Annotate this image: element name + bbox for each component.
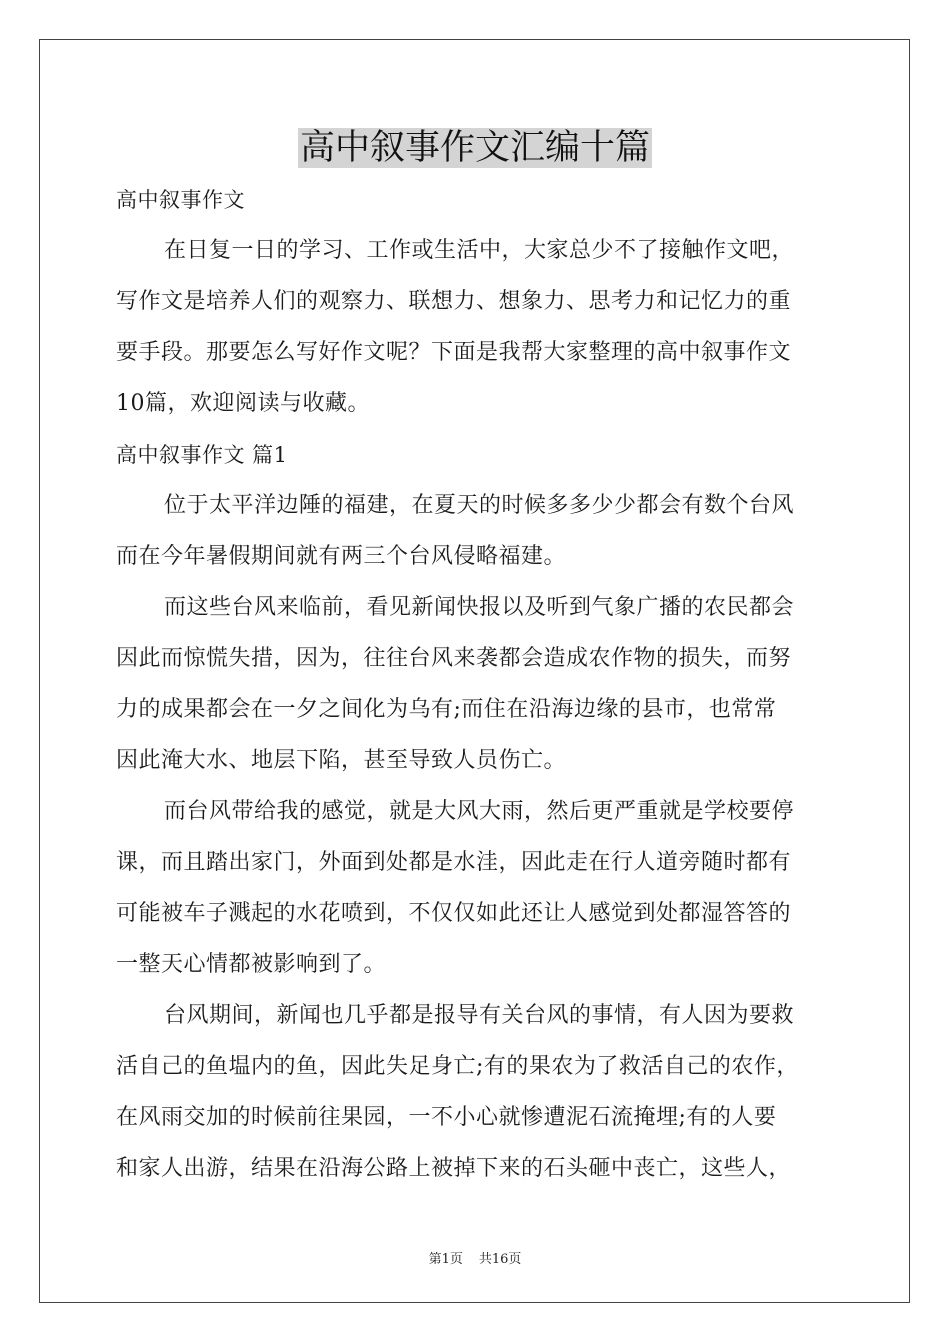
document-title: 高中叙事作文汇编十篇 (299, 128, 650, 168)
paragraph-line: 写作文是培养人们的观察力、联想力、想象力、思考力和记忆力的重 (116, 289, 792, 314)
paragraph-line: 而这些台风来临前，看见新闻快报以及听到气象广播的农民都会 (164, 595, 795, 620)
section-heading: 高中叙事作文 (116, 188, 245, 212)
paragraph-line: 一整天心情都被影响到了。 (116, 952, 387, 977)
paragraph-line: 可能被车子溅起的水花喷到，不仅仅如此还让人感觉到处都湿答答的 (116, 901, 792, 926)
paragraph-line: 力的成果都会在一夕之间化为乌有;而住在沿海边缘的县市，也常常 (116, 697, 777, 722)
paragraph-line: 活自己的鱼塭内的鱼，因此失足身亡;有的果农为了救活自己的农作， (116, 1054, 799, 1079)
paragraph-line: 位于太平洋边陲的福建，在夏天的时候多多少少都会有数个台风 (164, 493, 795, 518)
section-heading: 高中叙事作文 篇1 (116, 443, 288, 467)
page-number: 第1页 (428, 1252, 463, 1267)
paragraph-line: 台风期间，新闻也几乎都是报导有关台风的事情，有人因为要救 (164, 1003, 795, 1028)
paragraph-line: 课，而且踏出家门，外面到处都是水洼，因此走在行人道旁随时都有 (116, 850, 792, 875)
paragraph-line: 因此而惊慌失措，因为，往往台风来袭都会造成农作物的损失，而努 (116, 646, 792, 671)
paragraph-line: 和家人出游，结果在沿海公路上被掉下来的石头砸中丧亡，这些人， (116, 1156, 792, 1181)
page-footer (0, 1248, 950, 1267)
paragraph-line: 要手段。那要怎么写好作文呢？下面是我帮大家整理的高中叙事作文 (116, 340, 792, 365)
page-total: 共16页 (478, 1252, 522, 1267)
paragraph-line: 而在今年暑假期间就有两三个台风侵略福建。 (116, 544, 567, 569)
paragraph-line: 因此淹大水、地层下陷，甚至导致人员伤亡。 (116, 748, 567, 773)
document-body (116, 178, 841, 1198)
paragraph-line: 在风雨交加的时候前往果园，一不小心就惨遭泥石流掩埋;有的人要 (116, 1105, 777, 1130)
paragraph-line: 在日复一日的学习、工作或生活中，大家总少不了接触作文吧， (164, 238, 795, 263)
title-container (0, 128, 950, 168)
paragraph-line: 而台风带给我的感觉，就是大风大雨，然后更严重就是学校要停 (164, 799, 795, 824)
paragraph-line: 10篇，欢迎阅读与收藏。 (116, 391, 370, 416)
